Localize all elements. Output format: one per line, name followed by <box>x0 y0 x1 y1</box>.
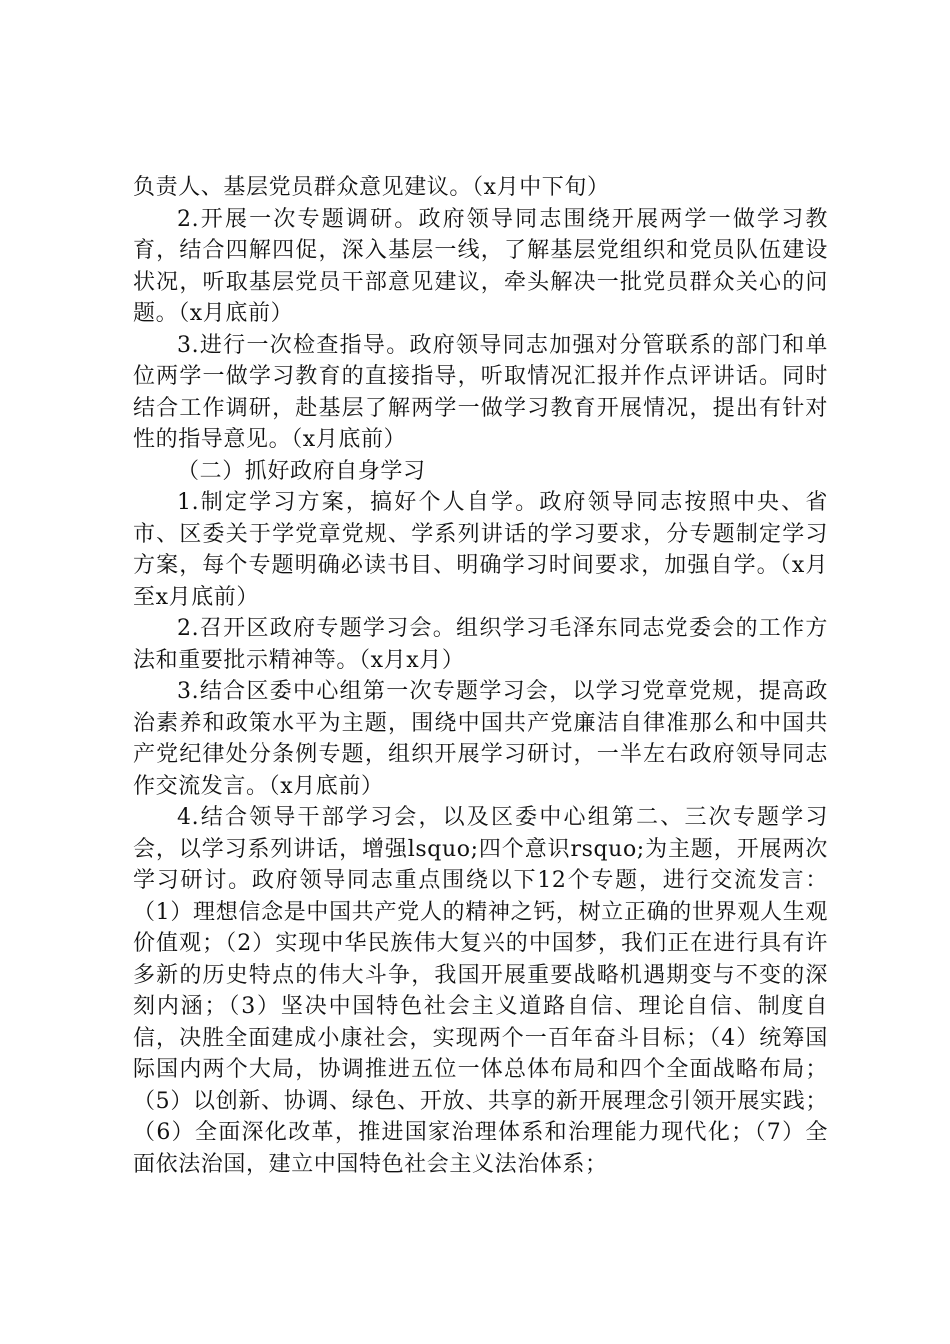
paragraph-item-2-research: 2.开展一次专题调研。政府领导同志围绕开展两学一做学习教育，结合四解四促，深入基层一线，了解基层党组织和党员队伍建设状况，听取基层党员干部意见建议，牵头解决一批党员群众关心的问题。（x月底前） <box>133 206 828 326</box>
paragraph-item-3-central-group: 3.结合区委中心组第一次专题学习会，以学习党章党规，提高政治素养和政策水平为主题，围绕中国共产党廉洁自律准那么和中国共产党纪律处分条例专题，组织开展学习研讨，一半左右政府领导同志作交流发言。（x月底前） <box>133 679 828 799</box>
paragraph-item-4-cadre-study: 4.结合领导干部学习会，以及区委中心组第二、三次专题学习会，以学习系列讲话，增强lsquo;四个意识rsquo;为主题，开展两次学习研讨。政府领导同志重点围绕以下12个专题，进行交流发言：（1）理想信念是中国共产党人的精神之钙，树立正确的世界观人生观价值观；（2）实现中华民族伟大复兴的中国梦，我们正在进行具有许多新的历史特点的伟大斗争，我国开展重要战略机遇期变与不变的深刻内涵；（3）坚决中国特色社会主义道路自信、理论自信、制度自信，决胜全面建成小康社会，实现两个一百年奋斗目标；（4）统筹国际国内两个大局，协调推进五位一体总体布局和四个全面战略布局；（5）以创新、协调、绿色、开放、共享的新开展理念引领开展实践；（6）全面深化改革，推进国家治理体系和治理能力现代化；（7）全面依法治国，建立中国特色社会主义法治体系； <box>133 805 828 1177</box>
section-heading: （二）抓好政府自身学习 <box>177 458 426 484</box>
paragraph-item-3-inspection: 3.进行一次检查指导。政府领导同志加强对分管联系的部门和单位两学一做学习教育的直接指导，听取情况汇报并作点评讲话。同时结合工作调研，赴基层了解两学一做学习教育开展情况，提出有针对性的指导意见。（x月底前） <box>133 332 828 452</box>
document-page <box>133 172 828 1180</box>
paragraph-item-2-study-meeting: 2.召开区政府专题学习会。组织学习毛泽东同志党委会的工作方法和重要批示精神等。（x月x月） <box>133 616 828 673</box>
paragraph-continuation: 负责人、基层党员群众意见建议。（x月中下旬） <box>133 175 610 200</box>
paragraph-item-1-study-plan: 1.制定学习方案，搞好个人自学。政府领导同志按照中央、省市、区委关于学党章党规、学系列讲话的学习要求，分专题制定学习方案，每个专题明确必读书目、明确学习时间要求，加强自学。（x月至x月底前） <box>133 490 828 610</box>
